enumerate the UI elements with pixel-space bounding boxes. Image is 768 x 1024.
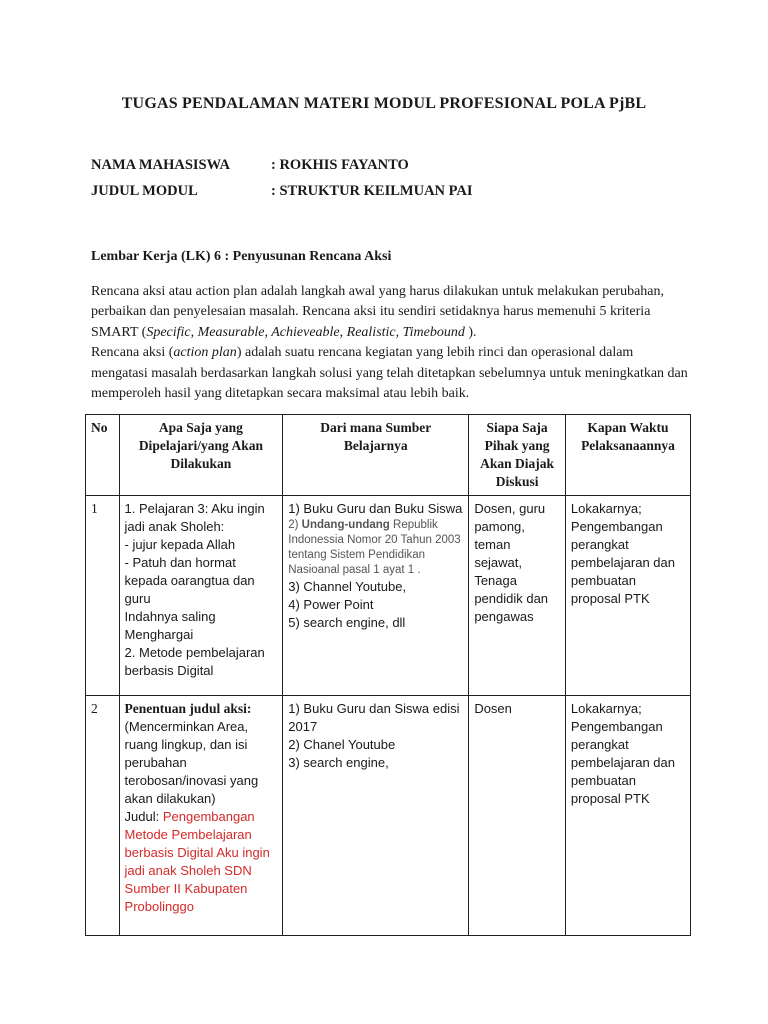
row2-apa-judul [125,808,278,916]
meta-row-nama [91,157,409,174]
row2-dari-s3: 3) search engine, [288,755,389,770]
row1-dari-s5: 5) search engine, dll [288,615,406,630]
header-siapa: Siapa Saja Pihak yang Akan Diajak Diskusi [469,415,566,496]
row2-apa-heading: Penentuan judul aksi: [124,701,252,716]
intro-p1-end: ). [464,324,477,340]
intro-p2-end: ) adalah suatu rencana kegiatan yang lebih rinci dan operasional dalam mengatasi masalah berdasarkan langkah solusi yang telah ditetapkan sebelumnya untuk meningkatkan dan memperoleh hasil yang ditetapkan secara maksimal atau lebih baik. [91,345,688,402]
document-title: TUGAS PENDALAMAN MATERI MODUL PROFESIONAL POLA PjBL [121,95,647,112]
header-dari: Dari mana Sumber Belajarnya [283,415,469,496]
intro-action-plan: action plan [173,345,237,361]
row1-dari-s4: 4) Power Point [288,597,374,612]
row1-kapan: Lokakarnya; Pengembangan perangkat pembelajaran dan pembuatan proposal PTK [565,496,690,696]
table-row [86,696,691,936]
row1-apa-l5: 2. Metode pembelajaran berbasis Digital [124,645,265,678]
header-kapan: Kapan Waktu Pelaksanaannya [565,415,690,496]
row1-dari-s3: 3) Channel Youtube, [288,579,407,594]
header-apa: Apa Saja yang Dipelajari/yang Akan Dilakukan [119,415,283,496]
table-row [86,496,691,696]
intro-p2-start: Rencana aksi ( [91,345,174,361]
row1-dari-s2 [288,518,463,578]
row1-dari-s2-bold: Undang-undang [301,519,390,531]
meta-row-judul [91,183,473,200]
row2-apa-desc: (Mencerminkan Area, ruang lingkup, dan isi perubahan terobosan/inovasi yang akan dilakukan) [124,719,259,806]
row1-apa-l3: - Patuh dan hormat kepada oarangtua dan guru [124,555,255,606]
row2-no: 2 [86,696,120,936]
row2-apa-judul-label: Judul: [124,809,163,824]
row2-dari-s1: 1) Buku Guru dan Siswa edisi 2017 [288,701,460,734]
row2-apa [119,696,283,936]
row1-dari [283,496,469,696]
meta-label-nama: NAMA MAHASISWA [91,157,230,173]
meta-value-judul: : STRUKTUR KEILMUAN PAI [271,183,473,199]
row1-siapa: Dosen, guru pamong, teman sejawat, Tenaga pendidik dan pengawas [469,496,566,696]
row1-apa-l4: Indahnya saling Menghargai [124,609,216,642]
table-header-row [86,415,691,496]
row1-no: 1 [86,496,120,696]
row2-kapan: Lokakarnya; Pengembangan perangkat pembelajaran dan pembuatan proposal PTK [565,696,690,936]
row1-dari-s1: 1) Buku Guru dan Buku Siswa [288,501,463,516]
row1-apa [119,496,283,696]
row1-apa-l2: - jujur kepada Allah [124,537,236,552]
intro-paragraph [91,282,691,404]
intro-smart-terms: Specific, Measurable, Achieveable, Realistic, Timebound [146,324,465,340]
lk-heading: Lembar Kerja (LK) 6 : Penyusunan Rencana Aksi [91,249,392,264]
meta-label-judul: JUDUL MODUL [91,183,198,199]
row2-dari [283,696,469,936]
intro-p1: Rencana aksi atau action plan adalah langkah awal yang harus dilakukan untuk melakukan perubahan, perbaikan dan penyelesaian masalah. Rencana aksi itu sendiri setidaknya harus memenuhi 5 kriteria SMART ( [91,284,665,340]
row2-dari-s2: 2) Chanel Youtube [288,737,396,752]
row1-dari-s2-num: 2) [288,519,302,531]
row2-siapa: Dosen [469,696,566,936]
action-plan-table [85,414,691,936]
row1-dari-s2-rest: Republik Indonessia Nomor 20 Tahun 2003 tentang Sistem Pendidikan Nasioanal pasal 1 ayat 1 . [288,519,461,576]
header-no: No [86,415,120,496]
meta-value-nama: : ROKHIS FAYANTO [271,157,409,173]
row1-apa-l1: 1. Pelajaran 3: Aku ingin jadi anak Sholeh: [124,501,265,534]
row2-apa-judul-value: Pengembangan Metode Pembelajaran berbasis Digital Aku ingin jadi anak Sholeh SDN Sumber II Kabupaten Probolinggo [124,809,270,914]
